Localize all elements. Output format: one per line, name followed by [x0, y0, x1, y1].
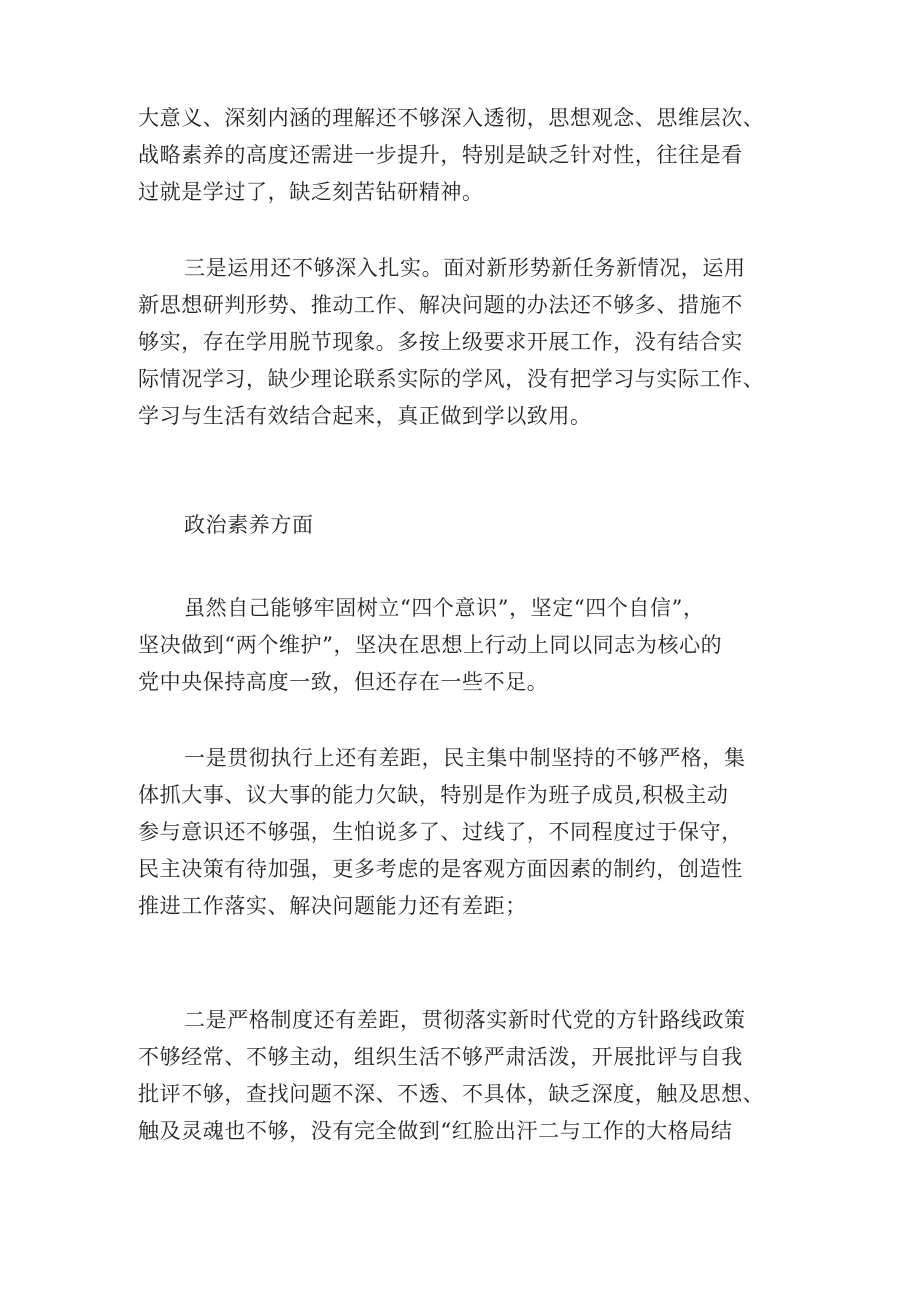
- text-line: 虽然自己能够牢固树立“四个意识”，坚定“四个自信”，: [184, 596, 705, 620]
- text-line: 新思想研判形势、推动工作、解决问题的办法还不够多、措施不: [138, 293, 743, 317]
- text-line: 党中央保持高度一致，但还存在一些不足。: [138, 670, 549, 694]
- text-line: 三是运用还不够深入扎实。面对新形势新任务新情况，运用: [184, 256, 746, 280]
- paragraph-4: [138, 590, 798, 701]
- text-line: 学习与生活有效结合起来，真正做到学以致用。: [138, 404, 592, 428]
- text-line: 际情况学习，缺少理论联系实际的学风，没有把学习与实际工作、: [138, 367, 765, 391]
- text-line: 批评不够，查找问题不深、不透、不具体，缺乏深度，触及思想、: [138, 1082, 765, 1106]
- section-heading-text: 政治素养方面: [184, 513, 314, 537]
- text-line: 一是贯彻执行上还有差距，民主集中制坚持的不够严格，集: [184, 746, 746, 770]
- text-line: 过就是学过了，缺乏刻苦钻研精神。: [138, 180, 484, 204]
- paragraph-1: [138, 100, 798, 211]
- text-line: 民主决策有待加强，更多考虑的是客观方面因素的制约，创造性: [138, 857, 743, 881]
- text-line: 参与意识还不够强，生怕说多了、过线了，不同程度过于保守，: [138, 820, 743, 844]
- paragraph-2: [138, 250, 798, 435]
- text-line: 触及灵魂也不够，没有完全做到“红脸出汗二与工作的大格局结: [138, 1119, 733, 1143]
- section-heading: [138, 507, 798, 544]
- text-line: 战略素养的高度还需进一步提升，特别是缺乏针对性，往往是看: [138, 143, 743, 167]
- text-line: 大意义、深刻内涵的理解还不够深入透彻，思想观念、思维层次、: [138, 106, 765, 130]
- text-line: 坚决做到“两个维护”，坚决在思想上行动上同以同志为核心的: [138, 633, 723, 657]
- text-line: 体抓大事、议大事的能力欠缺，特别是作为班子成员,积极主动: [138, 783, 729, 807]
- text-line: 二是严格制度还有差距，贯彻落实新时代党的方针路线政策: [184, 1008, 746, 1032]
- paragraph-6: [138, 1002, 798, 1150]
- paragraph-5: [138, 740, 798, 925]
- text-line: 够实，存在学用脱节现象。多按上级要求开展工作，没有结合实: [138, 330, 743, 354]
- text-line: 不够经常、不够主动，组织生活不够严肃活泼，开展批评与自我: [138, 1045, 743, 1069]
- text-line: 推进工作落实、解决问题能力还有差距；: [138, 894, 527, 918]
